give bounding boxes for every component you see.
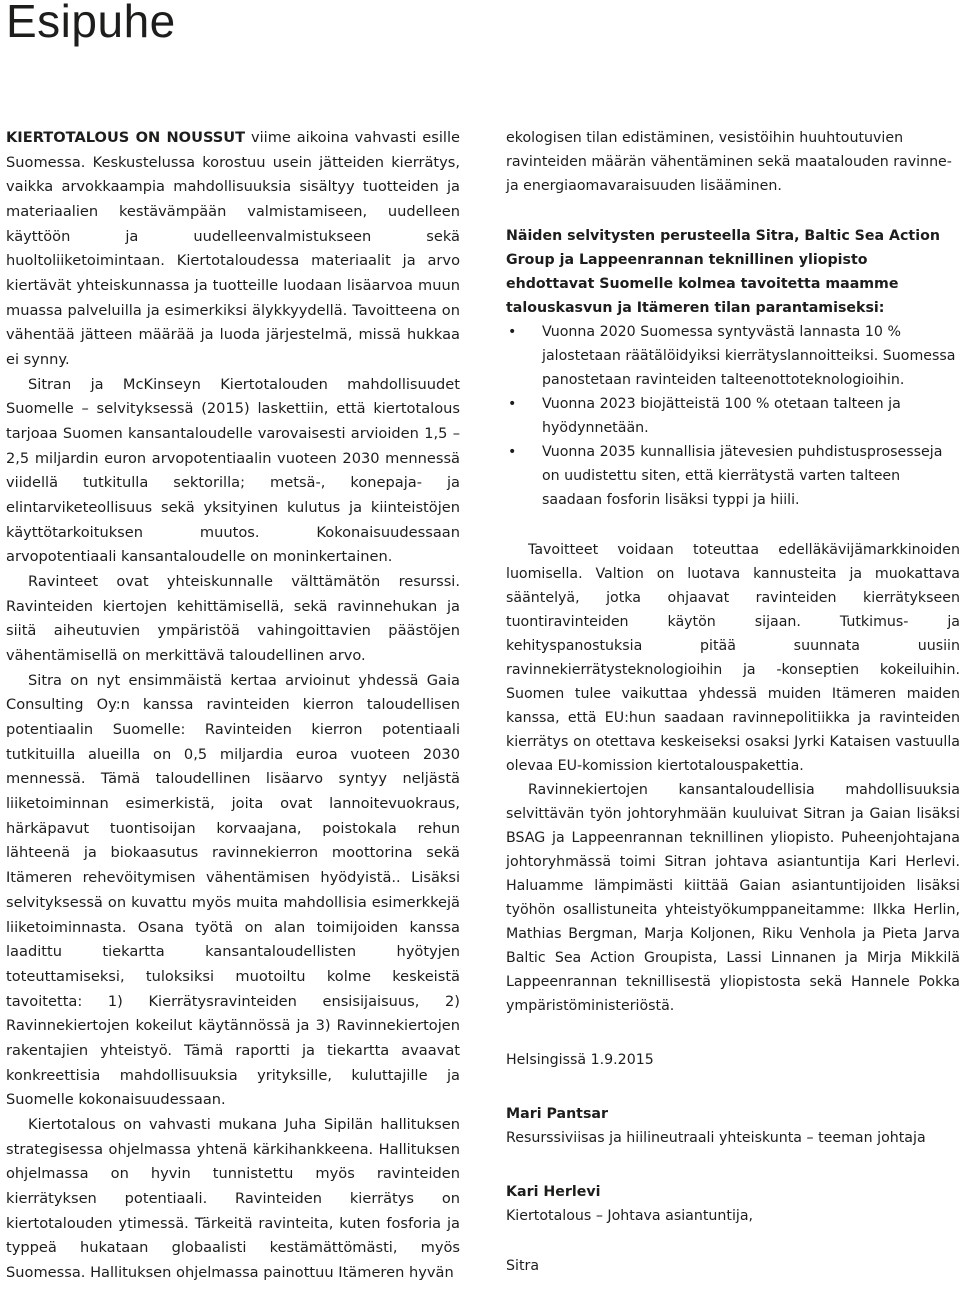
- bullet-icon: •: [508, 396, 517, 412]
- place-date: Helsingissä 1.9.2015: [506, 1052, 654, 1068]
- goals-heading: Näiden selvitysten perusteella Sitra, Baltic Sea Action Group ja Lappeenrannan teknillinen yliopisto ehdottavat Suomelle kolmea tavoitetta maamme talouskasvun ja Itämeren tilan parantamiseksi:: [506, 228, 940, 316]
- spacer: [506, 512, 960, 538]
- spacer: [506, 1150, 960, 1180]
- spacer: [506, 198, 960, 224]
- spacer: [506, 1228, 960, 1254]
- mckinsey-paragraph: Sitran ja McKinseyn Kiertotalouden mahdollisuudet Suomelle – selvityksessä (2015) laskettiin, että kiertotalous tarjoaa Suomen kansantaloudelle varovaisesti arvioiden 1,5 –2,5 miljardin euron arvopotentiaalin vuoteen 2030 mennessä viidellä tutkitulla sektorilla; metsä-, konepaja- ja elintarviketeollisuus sekä yksityinen kulutus ja kiinteistöjen käyttötarkoituksen muutos. Kokonaisuudessaan arvopotentiaali kansantaloudelle on moninkertainen.: [6, 375, 460, 566]
- spacer: [506, 1072, 960, 1102]
- goal-item: [506, 392, 960, 440]
- goal-item: [506, 440, 960, 512]
- government-paragraph: Kiertotalous on vahvasti mukana Juha Sipilän hallituksen strategisessa ohjelmassa yhtenä kärkihankkeena. Hallituksen ohjelmassa on hyvin tunnistettu myös ravinteiden kierrätyksen potentiaali. Ravinteiden kierrätys on kiertotalouden ytimessä. Tärkeitä ravinteita, kuten fosforia ja typpeä hukataan globaalisti kestämättömästi, myös Suomessa. Hallituksen ohjelmassa painottuu Itämeren hyvän: [6, 1115, 460, 1281]
- left-column: [6, 126, 460, 1286]
- nutrients-paragraph: Ravinteet ovat yhteiskunnalle välttämätön resurssi. Ravinteiden kiertojen kehittämisellä, sekä ravinnehukan ja siitä aiheutuvien ympäristöä vahingoittavien päästöjen vähentämisellä on merkittävä taloudellinen arvo.: [6, 573, 460, 665]
- signer-name: Mari Pantsar: [506, 1106, 608, 1122]
- spacer: [506, 1018, 960, 1048]
- implementation-paragraph: Tavoitteet voidaan toteuttaa edelläkävijämarkkinoiden luomisella. Valtion on luotava kannusteita ja muokattava sääntelyä, jotka ohjaavat ravinteiden kierrätykseen tuontiravinteiden käytön sijaan. Tutkimus- ja kehityspanostuksia pitää suunnata uusiin ravinnekierrätysteknologioihin ja -konseptien kokeiluihin. Suomen tulee vaikuttaa yhdessä muiden Itämeren maiden kanssa, että EU:hun saadaan ravinnepolitiikka ja ravinteiden kierrätys on otettava keskeiseksi osaksi Jyrki Kataisen vastuulla olevaa EU-komission kiertotalouspakettia.: [506, 542, 960, 774]
- signer-title: Resurssiviisas ja hiilineutraali yhteiskunta – teeman johtaja: [506, 1130, 926, 1146]
- intro-text: viime aikoina vahvasti esille Suomessa. Keskustelussa korostuu usein jätteiden kierrätys, vaikka arvokkaampia mahdollisuuksia sisältyy tuotteiden ja materiaalien kestävämpään valmistamiseen, uudelleen käyttöön ja uudelleenvalmistukseen sekä huoltoliiketoimintaan. Kiertotaloudessa materiaalit ja arvo kiertävät yhteiskunnassa ja tuotteille luodaan lisäarvoa muun muassa palveluilla ja esimerkiksi älykkyydellä. Tavoitteena on vähentää jätteen määrää ja luoda järjestelmä, missä hukkaa ei synny.: [6, 129, 460, 369]
- sitra-assessment-paragraph: Sitra on nyt ensimmäistä kertaa arvioinut yhdessä Gaia Consulting Oy:n kanssa ravinteiden kierron taloudellisen potentiaalin Suomelle: Ravinteiden kierron potentiaali tutkituilla alueilla on 0,5 miljardia euroa vuoteen 2030 mennessä. Tämä taloudellinen lisäarvo syntyy neljästä liiketoiminnan esimerkistä, joita ovat lannoitevuokraus, härkäpavut tuontisoijan korvaajana, poistokala rehun lähteenä ja biokaasutus ravinnekierron moottorina sekä Itämeren rehevöitymisen vähentämisen hyödyistä.. Lisäksi selvityksessä on kuvattu myös muita mahdollisia esimerkkejä liiketoiminnasta. Osana työtä on alan toimijoiden kanssa laadittu tiekartta kansantaloudellisten hyötyjen toteuttamiseksi, tuloksiksi muotoiltu kolme keskeistä tavoitetta: 1) Kierrätysravinteiden ensisijaisuus, 2) Ravinnekiertojen kokeilut käytännössä ja 3) Ravinnekiertojen rakentajien yhteistyö. Tämä raportti ja tiekartta avaavat konkreettisia mahdollisuuksia yrityksille, kuluttajille ja Suomelle kokonaisuudessaan.: [6, 671, 460, 1109]
- signer-name: Kari Herlevi: [506, 1184, 601, 1200]
- signer-title: Kiertotalous – Johtava asiantuntija,: [506, 1208, 754, 1224]
- continued-paragraph: ekologisen tilan edistäminen, vesistöihin huuhtoutuvien ravinteiden määrän vähentäminen sekä maatalouden ravinne- ja energiaomavaraisuuden lisääminen.: [506, 130, 952, 194]
- goal-text: Vuonna 2023 biojätteistä 100 % otetaan talteen ja hyödynnetään.: [542, 396, 901, 436]
- goal-item: [506, 320, 960, 392]
- acknowledgements-paragraph: Ravinnekiertojen kansantaloudellisia mahdollisuuksia selvittävän työn johtoryhmään kuuluivat Sitran ja Gaian lisäksi BSAG ja Lappeenrannan teknillinen yliopisto. Puheenjohtajana johtoryhmässä toimi Sitran johtava asiantuntija Kari Herlevi. Haluamme lämpimästi kiittää Gaian asiantuntijoiden lisäksi työhön osallistuneita yhteistyökumppaneitamme: Ilkka Herlin, Mathias Bergman, Marja Koljonen, Riku Venhola ja Pieta Jarva Baltic Sea Action Groupista, Lassi Linnanen ja Mirja Mikkilä Lappeenrannan teknillisestä yliopistosta sekä Hannele Pokka ympäristöministeriöstä.: [506, 782, 960, 1014]
- intro-paragraph: [6, 126, 460, 373]
- intro-lead: KIERTOTALOUS ON NOUSSUT: [6, 129, 246, 146]
- right-column: [506, 126, 960, 1278]
- bullet-icon: •: [508, 444, 517, 460]
- bullet-icon: •: [508, 324, 517, 340]
- goal-text: Vuonna 2035 kunnallisia jätevesien puhdistusprosesseja on uudistettu siten, että kierrätystä varten talteen saadaan fosforin lisäksi typpi ja hiili.: [542, 444, 943, 508]
- goal-text: Vuonna 2020 Suomessa syntyvästä lannasta 10 % jalostetaan räätälöidyiksi kierrätyslannoitteiksi. Suomessa panostetaan ravinteiden talteenottoteknologioihin.: [542, 324, 956, 388]
- goals-list: [506, 320, 960, 512]
- organization-name: Sitra: [506, 1258, 540, 1274]
- page-title: Esipuhe: [6, 0, 176, 47]
